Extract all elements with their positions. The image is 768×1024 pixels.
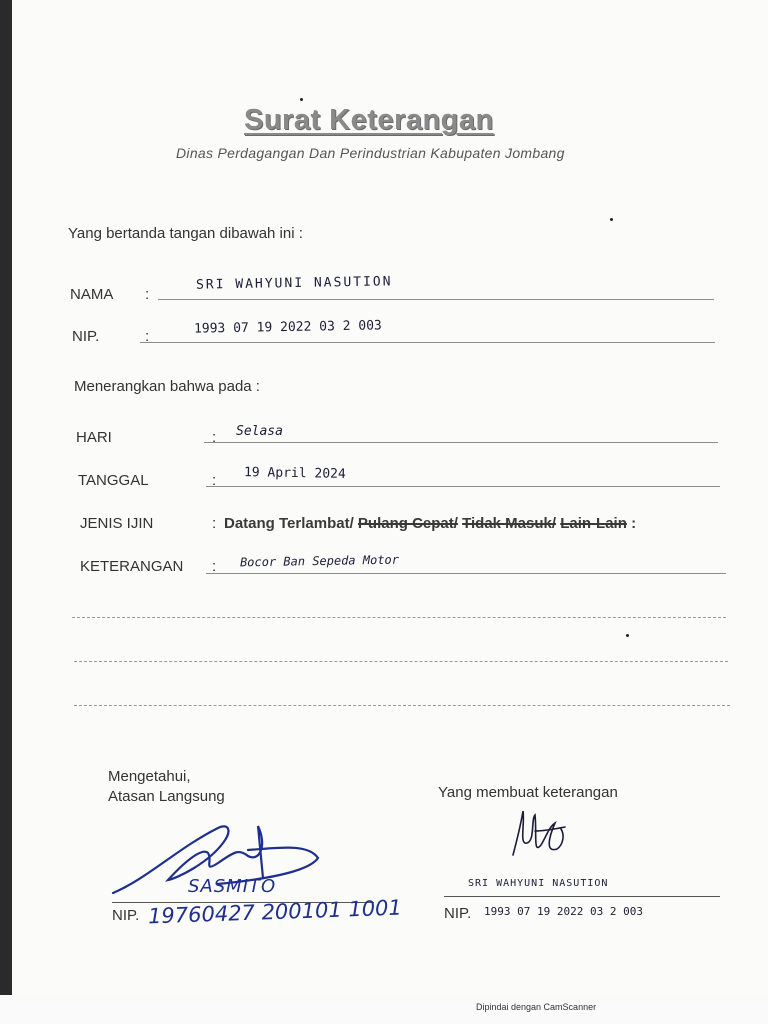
pembuat-heading: Yang membuat keterangan: [438, 784, 618, 801]
nip-underline: [140, 342, 715, 343]
blank-line: [74, 705, 730, 706]
nama-underline: [158, 299, 714, 300]
blank-line: [72, 617, 726, 618]
keterangan-colon: :: [212, 558, 217, 575]
nip-colon: :: [145, 328, 150, 345]
jenis-ijin-label: JENIS IJIN: [80, 515, 154, 532]
keterangan-label: KETERANGAN: [80, 558, 184, 575]
employee-name-line: [444, 896, 720, 897]
option-datang-terlambat: Datang Terlambat/: [224, 515, 354, 532]
nama-value: SRI WAHYUNI NASUTION: [195, 274, 393, 293]
jenis-ijin-options: [224, 515, 636, 532]
blank-line: [74, 661, 728, 662]
tanggal-label: TANGGAL: [78, 472, 149, 489]
hari-label: HARI: [76, 429, 112, 446]
options-end-colon: :: [631, 515, 637, 532]
nip-label: NIP.: [72, 328, 100, 345]
speck: [626, 634, 629, 637]
nip-value: 1993 07 19 2022 03 2 003: [193, 318, 382, 337]
nama-label: NAMA: [70, 286, 114, 303]
scan-footer: [0, 995, 768, 1024]
speck: [610, 218, 613, 221]
hari-colon: :: [212, 429, 217, 446]
jenis-ijin-colon: :: [212, 515, 217, 532]
mengetahui-label: Mengetahui,: [108, 768, 191, 785]
tanggal-value: 19 April 2024: [243, 465, 346, 482]
employee-nip-label: NIP.: [444, 905, 472, 922]
document-subtitle: Dinas Perdagangan Dan Perindustrian Kabupaten Jombang: [176, 145, 565, 161]
supervisor-nip-value: 19760427 200101 1001: [147, 895, 403, 929]
option-lain-lain: Lain-Lain: [560, 515, 627, 532]
option-pulang-cepat: Pulang Cepat/: [357, 515, 458, 532]
employee-nip-value: 1993 07 19 2022 03 2 003: [484, 905, 643, 918]
employee-signature: [505, 805, 570, 867]
document-title: Surat Keterangan: [244, 104, 494, 136]
keterangan-value: Bocor Ban Sepeda Motor: [239, 552, 400, 570]
hari-underline: [204, 442, 718, 443]
option-tidak-masuk: Tidak Masuk/: [462, 515, 557, 532]
keterangan-underline: [206, 573, 726, 574]
intro-text: Yang bertanda tangan dibawah ini :: [68, 225, 303, 242]
speck: [300, 98, 303, 101]
supervisor-nip-label: NIP.: [112, 907, 140, 924]
tanggal-colon: :: [212, 472, 217, 489]
hari-value: Selasa: [236, 424, 283, 439]
employee-name: SRI WAHYUNI NASUTION: [468, 878, 609, 889]
camscanner-note: Dipindai dengan CamScanner: [476, 1002, 597, 1012]
statement-text: Menerangkan bahwa pada :: [74, 378, 260, 395]
atasan-label: Atasan Langsung: [108, 788, 225, 805]
tanggal-underline: [206, 486, 720, 487]
supervisor-name: SASMITO: [188, 876, 277, 897]
nama-colon: :: [145, 286, 150, 303]
